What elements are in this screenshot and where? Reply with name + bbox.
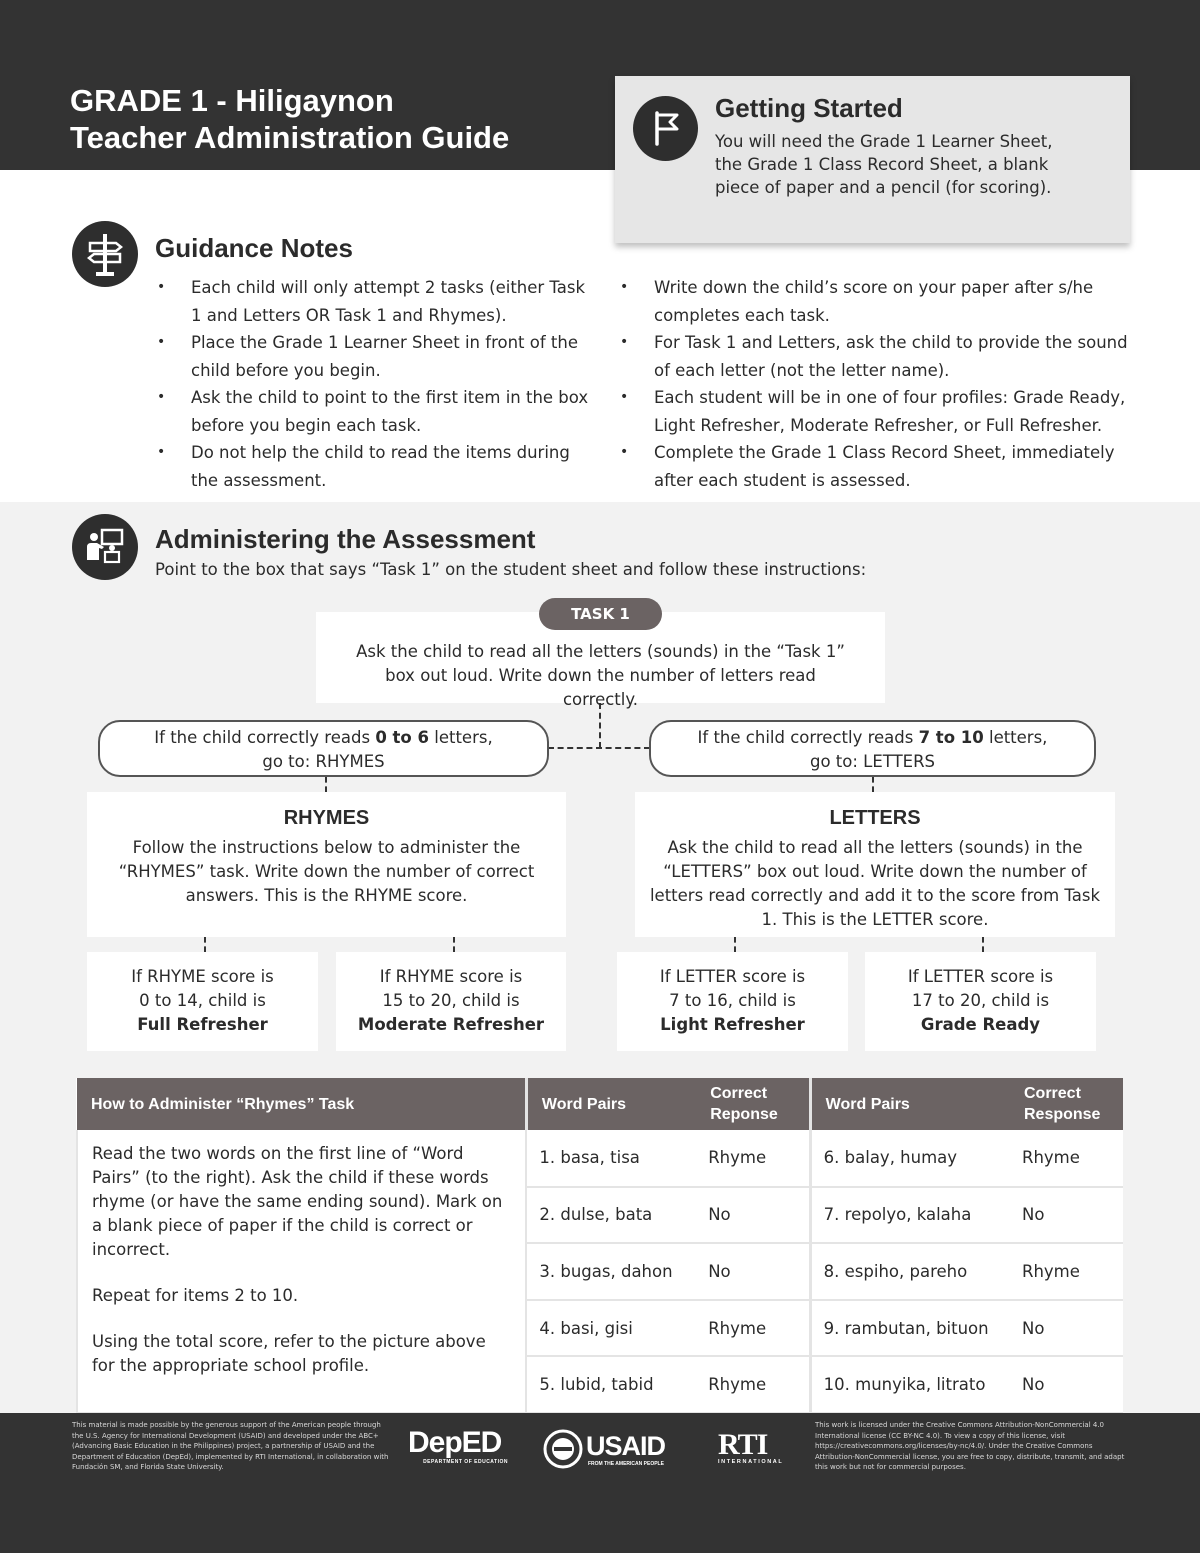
admin-title: Administering the Assessment	[155, 524, 536, 554]
outcome-line: 15 to 20, child is	[382, 991, 520, 1010]
rti-tagline: INTERNATIONAL	[718, 1459, 784, 1465]
word-pair-cell: 5. lubid, tabid	[526, 1356, 696, 1413]
connector-line	[548, 747, 650, 749]
outcome-profile: Full Refresher	[137, 1015, 268, 1034]
outcome-light-refresher	[617, 952, 848, 1051]
instruction-paragraph: Read the two words on the first line of “Word Pairs” (to the right). Ask the child if these words rhyme (or have the same ending sound). Mark on a blank piece of paper if the child is correct or incorrect.	[92, 1144, 503, 1259]
deped-logo-text: DepED	[408, 1426, 502, 1459]
deped-logo	[408, 1427, 508, 1465]
outcome-moderate-refresher	[336, 952, 566, 1051]
word-pair-cell: 6. balay, humay	[810, 1130, 1010, 1187]
usaid-tagline: FROM THE AMERICAN PEOPLE	[588, 1461, 664, 1467]
outcome-line: If LETTER score is	[907, 967, 1054, 986]
outcome-line: If RHYME score is	[131, 967, 274, 986]
branch-range: 0 to 6	[375, 728, 429, 747]
word-pair-cell: 4. basi, gisi	[526, 1300, 696, 1357]
page-title-line1: GRADE 1 - Hiligaynon	[70, 83, 394, 118]
outcome-line: 17 to 20, child is	[911, 991, 1050, 1010]
list-item: • Write down the child’s score on your paper after s/he completes each task.	[618, 274, 1128, 329]
rhymes-instructions	[77, 1130, 526, 1413]
branch-letters	[649, 720, 1096, 777]
letters-box	[635, 792, 1115, 937]
response-cell: Rhyme	[1010, 1130, 1123, 1187]
outcome-profile: Moderate Refresher	[357, 1015, 545, 1034]
getting-started-card	[615, 76, 1130, 243]
instruction-paragraph: Repeat for items 2 to 10.	[92, 1286, 299, 1305]
word-pair-cell: 9. rambutan, bituon	[810, 1300, 1010, 1357]
branch-text: letters,	[429, 728, 493, 747]
rhymes-table	[76, 1078, 1123, 1414]
column-header: Correct Reponse	[696, 1078, 810, 1130]
branch-goto: go to: LETTERS	[809, 752, 936, 771]
branch-text: If the child correctly reads	[697, 728, 919, 747]
rhymes-title: RHYMES	[283, 807, 370, 829]
list-item: • Ask the child to point to the first item in the box before you begin each task.	[155, 384, 595, 439]
outcome-line: 0 to 14, child is	[139, 991, 266, 1010]
footer-license-text: This work is licensed under the Creative Commons Attribution-NonCommercial 4.0 International license (CC BY-NC 4.0). To view a copy of this license, visit https://creativecommons.org/licenses/by-nc/4.0/. Under the Creative Commons Attribution-NonCommercial license, you are free to copy, distribute, transmit, and adapt this work but not for commercial purposes.	[815, 1421, 1125, 1471]
outcome-line: 7 to 16, child is	[669, 991, 796, 1010]
response-cell: Rhyme	[696, 1130, 810, 1187]
letters-text: Ask the child to read all the letters (sounds) in the “LETTERS” box out loud. Write down the number of letters read correctly and add it to the score from Task 1. This is the LETTER score.	[649, 838, 1101, 929]
rhymes-text: Follow the instructions below to administer the “RHYMES” task. Write down the number of correct answers. This is the RHYME score.	[118, 838, 535, 905]
connector-line	[982, 937, 984, 952]
connector-line	[453, 937, 455, 952]
connector-line	[734, 937, 736, 952]
branch-text: letters,	[983, 728, 1048, 747]
response-cell: No	[1010, 1300, 1123, 1357]
signpost-icon	[72, 221, 138, 287]
footer-funding-text: This material is made possible by the generous support of the American people through the U.S. Agency for International Development (USAID) and developed under the ABC+ (Advancing Basic Education in the Philippines) project, a partnership of USAID and the Department of Education (DepEd), implemented by RTI International, in collaboration with Fundación SM, and Florida State University.	[72, 1421, 389, 1471]
rhymes-box	[87, 792, 566, 937]
column-header: Word Pairs	[810, 1078, 1010, 1130]
column-header: Word Pairs	[526, 1078, 696, 1130]
instruction-paragraph: Using the total score, refer to the picture above for the appropriate school profile.	[92, 1332, 486, 1375]
connector-line	[872, 777, 874, 792]
list-item: • Each child will only attempt 2 tasks (either Task 1 and Letters OR Task 1 and Rhymes).	[155, 274, 595, 329]
word-pair-cell: 3. bugas, dahon	[526, 1243, 696, 1300]
page-title-line2: Teacher Administration Guide	[70, 120, 510, 155]
list-item: • Place the Grade 1 Learner Sheet in front of the child before you begin.	[155, 329, 595, 384]
column-header: How to Administer “Rhymes” Task	[77, 1078, 526, 1130]
response-cell: Rhyme	[1010, 1243, 1123, 1300]
getting-started-title: Getting Started	[715, 93, 903, 123]
word-pair-cell: 2. dulse, bata	[526, 1187, 696, 1244]
branch-rhymes	[98, 720, 549, 777]
outcome-line: If RHYME score is	[379, 967, 523, 986]
task1-label: TASK 1	[539, 598, 662, 630]
admin-subtitle: Point to the box that says “Task 1” on the student sheet and follow these instructions:	[155, 560, 867, 579]
list-item: • For Task 1 and Letters, ask the child to provide the sound of each letter (not the letter name).	[618, 329, 1128, 384]
usaid-seal-icon	[543, 1429, 583, 1469]
letters-title: LETTERS	[829, 807, 921, 829]
guidance-list-right	[618, 274, 1128, 494]
outcome-line: If LETTER score is	[659, 967, 806, 986]
footer	[0, 1413, 1200, 1553]
task1-text: Ask the child to read all the letters (sounds) in the “Task 1” box out loud. Write down the number of letters read correctly.	[356, 642, 845, 709]
outcome-profile: Grade Ready	[920, 1015, 1041, 1034]
word-pair-cell: 10. munyika, litrato	[810, 1356, 1010, 1413]
table-row	[77, 1130, 1123, 1187]
list-item: • Complete the Grade 1 Class Record Sheet, immediately after each student is assessed.	[618, 439, 1128, 494]
word-pair-cell: 7. repolyo, kalaha	[810, 1187, 1010, 1244]
usaid-logo-text: USAID	[586, 1431, 666, 1461]
connector-line	[204, 937, 206, 952]
rti-logo-text: RTI	[718, 1428, 768, 1461]
word-pair-cell: 1. basa, tisa	[526, 1130, 696, 1187]
response-cell: Rhyme	[696, 1300, 810, 1357]
response-cell: No	[696, 1187, 810, 1244]
outcome-full-refresher	[87, 952, 318, 1051]
connector-line	[325, 777, 327, 792]
list-item: • Do not help the child to read the items during the assessment.	[155, 439, 595, 494]
deped-tagline: DEPARTMENT OF EDUCATION	[423, 1459, 508, 1465]
response-cell: Rhyme	[696, 1356, 810, 1413]
response-cell: No	[696, 1243, 810, 1300]
getting-started-text: You will need the Grade 1 Learner Sheet, the Grade 1 Class Record Sheet, a blank piece of paper and a pencil (for scoring).	[715, 132, 1053, 197]
rti-logo	[718, 1428, 808, 1465]
guidance-title: Guidance Notes	[155, 233, 353, 263]
list-item: • Each student will be in one of four profiles: Grade Ready, Light Refresher, Moderate Refresher, or Full Refresher.	[618, 384, 1128, 439]
flag-icon	[633, 96, 698, 161]
outcome-profile: Light Refresher	[660, 1015, 805, 1034]
branch-range: 7 to 10	[918, 728, 984, 747]
outcome-grade-ready	[865, 952, 1096, 1051]
response-cell: No	[1010, 1356, 1123, 1413]
page-title	[70, 82, 509, 156]
branch-goto: go to: RHYMES	[262, 752, 385, 771]
word-pair-cell: 8. espiho, pareho	[810, 1243, 1010, 1300]
guidance-list-left	[155, 274, 595, 494]
teacher-board-icon	[72, 514, 138, 580]
table-header-row	[77, 1078, 1123, 1130]
response-cell: No	[1010, 1187, 1123, 1244]
column-header: Correct Response	[1010, 1078, 1123, 1130]
branch-text: If the child correctly reads	[154, 728, 376, 747]
